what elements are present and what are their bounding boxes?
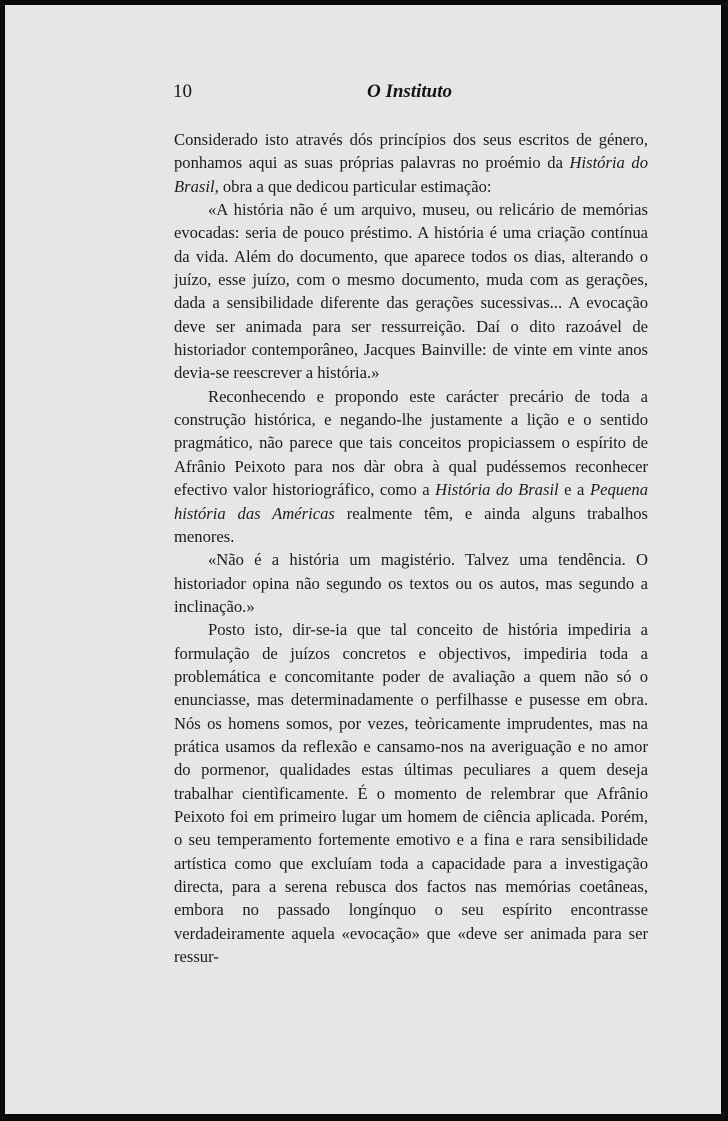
paragraph-1 — [174, 128, 648, 198]
paragraph-3-text-c: realmente têm, e ainda alguns trabalhos menores. — [174, 503, 649, 546]
paragraph-3 — [174, 385, 648, 548]
paragraph-1-text-b: obra a que dedicou particular estimação: — [218, 176, 492, 196]
page-header — [173, 81, 473, 107]
book-page — [5, 5, 721, 1114]
paragraph-4-quote: «Não é a história um magistério. Talvez uma tendência. O historiador opina não segundo os textos ou os autos, mas segundo a inclinação.» — [174, 550, 648, 616]
running-title: O Instituto — [367, 81, 453, 102]
body-text — [174, 128, 648, 968]
paragraph-3-text-b: e a — [558, 480, 590, 500]
book-title-historia-do-brasil: História do Brasil, — [174, 153, 648, 196]
book-title-pequena-historia: Pequena história das Américas — [174, 480, 648, 523]
page-number: 10 — [173, 81, 192, 102]
paragraph-3-text-a: Reconhecendo e propondo este carácter precário de toda a construção histórica, e negando-lhe justamente a lição e o sentido pragmático, não parece que tais conceitos propiciassem o espírito de Afrânio Peixoto para nos dàr obra à qual pudéssemos reconhecer efectivo valor historiográfico, como a — [174, 386, 648, 500]
paragraph-1-text-a: Considerado isto através dós princípios dos seus escritos de género, ponhamos aqui as suas próprias palavras no proémio da — [174, 130, 648, 173]
paragraph-2-quote: «A história não é um arquivo, museu, ou relicário de memórias evocadas: seria de pouco préstimo. A história é uma criação contínua da vida. Além do documento, que aparece todos os dias, alterando o juízo, esse juízo, com o mesmo documento, muda com as gerações, dada a sensibilidade diferente das gerações sucessivas... A evocação deve ser animada para ser ressurreição. Daí o dito razoável de historiador contemporâneo, Jacques Bainville: de vinte em vinte anos devia-se reescrever a história.» — [174, 200, 648, 383]
book-title-historia-do-brasil-2: História do Brasil — [435, 480, 559, 500]
paragraph-5: Posto isto, dir-se-ia que tal conceito de história impediria a formulação de juízos concretos e objectivos, impediria toda a problemática e concomitante poder de avaliação a quem não só o enunciasse, mas determinadamente o perfilhasse e pusesse em obra. Nós os homens somos, por vezes, teòricamente imprudentes, mas na prática usamos da reflexão e cansamo-nos na averiguação e no amor do pormenor, qualidades estas últimas peculiares a quem deseja trabalhar cientìficamente. É o momento de relembrar que Afrânio Peixoto foi em primeiro lugar um homem de ciência aplicada. Porém, o seu temperamento fortemente emotivo e a fina e rara sensibilidade artística como que excluíam toda a capacidade para a investigação directa, para a serena rebusca dos factos nas memórias coetâneas, embora no passado longínquo o seu espírito encontrasse verdadeiramente aquela «evocação» que «deve ser animada para ser ressur- — [174, 620, 648, 967]
